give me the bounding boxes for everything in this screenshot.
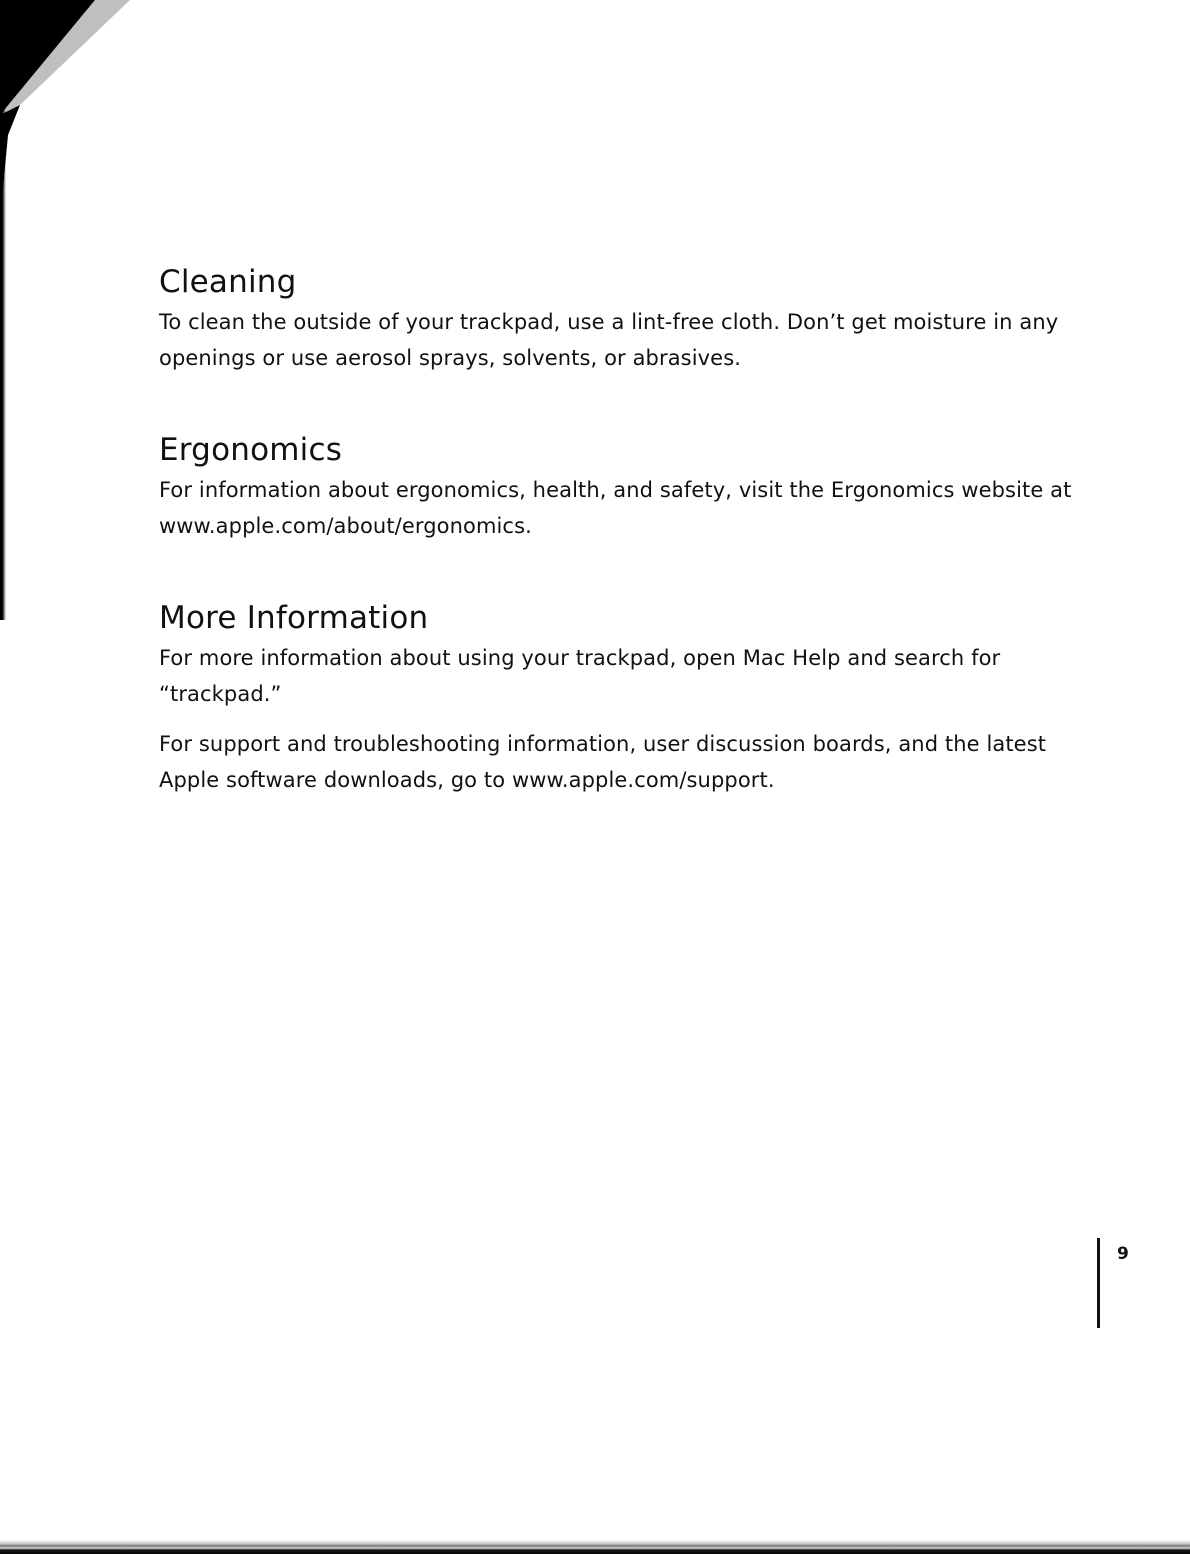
section-heading-more-information: More Information bbox=[159, 600, 429, 636]
section-heading-cleaning: Cleaning bbox=[159, 264, 297, 300]
support-paragraph: For support and troubleshooting information, user discussion boards, and the latest Apple software downloads, go to www.apple.com/support. bbox=[159, 732, 1047, 792]
page-number: 9 bbox=[1117, 1244, 1129, 1264]
scan-bottom-edge bbox=[0, 1540, 1190, 1554]
page-edge-shadow bbox=[0, 100, 6, 620]
section-heading-ergonomics: Ergonomics bbox=[159, 432, 343, 468]
section-more-information bbox=[159, 598, 1089, 798]
document-body bbox=[159, 262, 1089, 798]
cleaning-paragraph: To clean the outside of your trackpad, use a lint-free cloth. Don’t get moisture in any openings or use aerosol sprays, solvents, or abrasives. bbox=[159, 310, 1059, 370]
ergonomics-paragraph: For information about ergonomics, health, and safety, visit the Ergonomics website at www.apple.com/about/ergonomics. bbox=[159, 478, 1072, 538]
page-corner-fold bbox=[0, 0, 130, 220]
section-cleaning bbox=[159, 262, 1089, 376]
page-number-rule bbox=[1097, 1238, 1100, 1328]
section-ergonomics bbox=[159, 430, 1089, 544]
mac-help-paragraph: For more information about using your trackpad, open Mac Help and search for “trackpad.” bbox=[159, 646, 1001, 706]
